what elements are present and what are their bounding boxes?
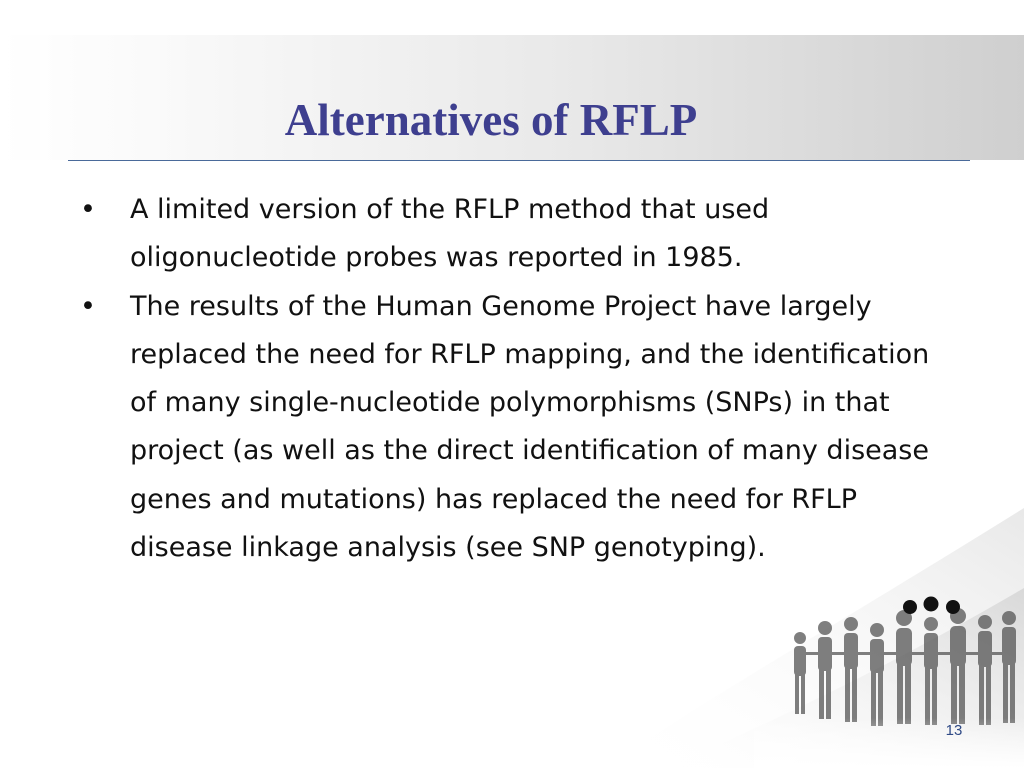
- bullet-item: [78, 186, 938, 283]
- title-divider: [68, 160, 970, 161]
- bullet-text: The results of the Human Genome Project have largely replaced the need for RFLP mapping, and the identification of many single-nucleotide polymorphisms (SNPs) in that project (as well as the direct identification of many disease genes and mutations) has replaced the need for RFLP disease linkage analysis (see SNP genotyping).: [130, 290, 930, 564]
- bullet-dot-icon: •: [80, 290, 96, 322]
- bullet-dot-icon: •: [80, 194, 96, 225]
- bullet-text: A limited version of the RFLP method that used oligonucleotide probes was reported in 1985.: [130, 194, 770, 274]
- page-number: 13: [945, 722, 963, 739]
- slide-title: Alternatives of RFLP: [284, 95, 698, 145]
